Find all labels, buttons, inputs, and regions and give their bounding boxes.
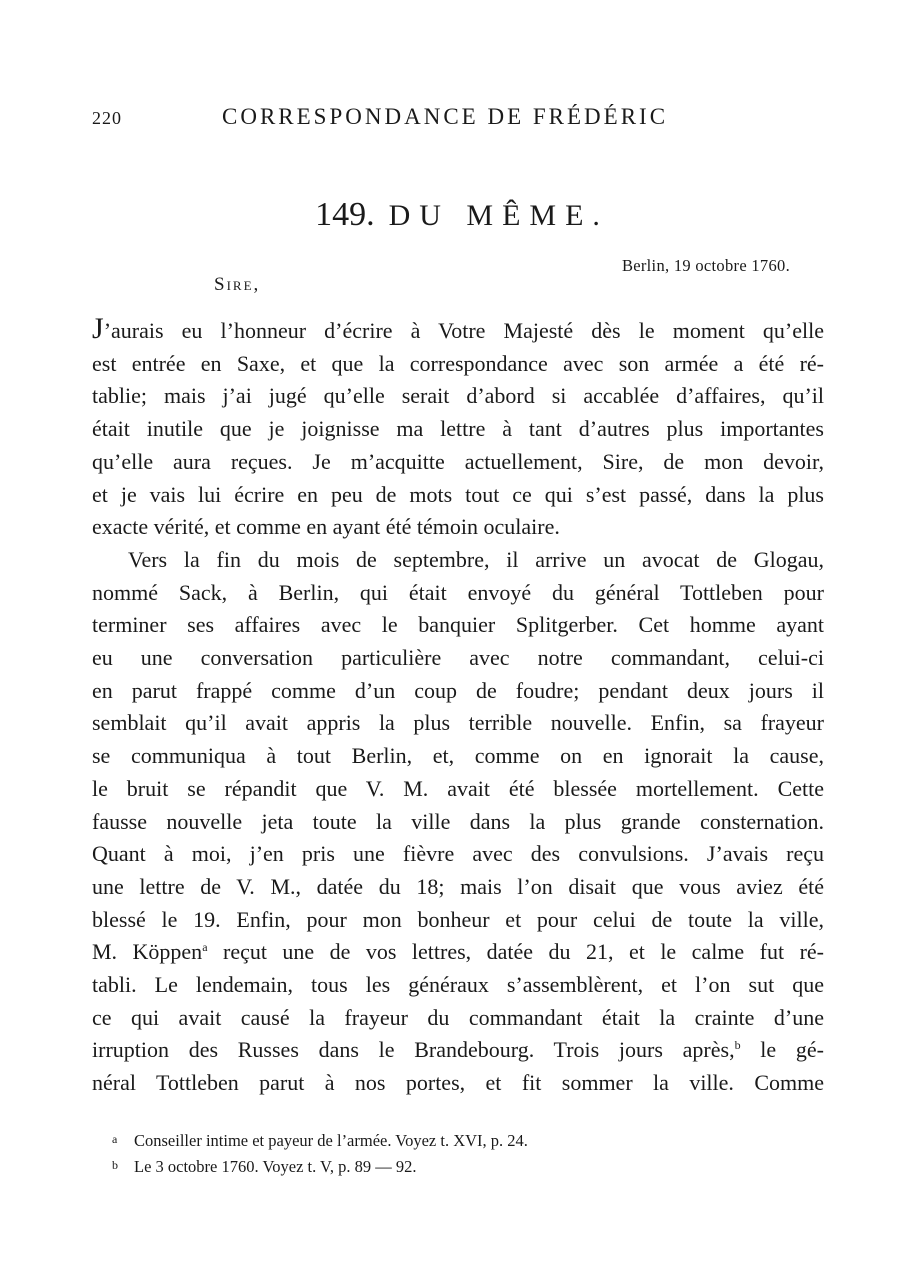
text-line: se communiqua à tout Berlin, et, comme on en ignorait la cause, <box>92 743 824 769</box>
paragraph-2 <box>92 544 824 1100</box>
text-line: fausse nouvelle jeta toute la ville dans la plus grande consternation. <box>92 808 824 834</box>
running-title: CORRESPONDANCE DE FRÉDÉRIC <box>222 104 669 129</box>
text-line: eu une conversation particulière avec notre commandant, celui-ci <box>92 645 824 671</box>
salutation: Sire, <box>214 274 261 295</box>
footnote-marker: a <box>112 1132 118 1146</box>
text-line: une lettre de V. M., datée du 18; mais l’on disait que vous aviez été <box>92 873 824 899</box>
text-line: exacte vérité, et comme en ayant été témoin oculaire. <box>92 514 560 540</box>
footnote-text: Le 3 octobre 1760. Voyez t. V, p. 89 — 92. <box>134 1157 417 1176</box>
page-number: 220 <box>92 108 122 128</box>
text-line: semblait qu’il avait appris la plus terrible nouvelle. Enfin, sa frayeur <box>92 710 824 736</box>
drop-cap: J <box>92 312 104 345</box>
text-line: ce qui avait causé la frayeur du commandant était la crainte d’une <box>92 1004 824 1030</box>
text-line: irruption des Russes dans le Brandebourg. Trois jours après,$^b$ le gé- <box>92 1037 824 1063</box>
footnote-text: Conseiller intime et payeur de l’armée. Voyez t. XVI, p. 24. <box>134 1131 528 1150</box>
text-line: tabli. Le lendemain, tous les généraux s’assemblèrent, et l’on sut que <box>92 972 824 998</box>
letter-title: DU MÊME. <box>388 199 609 232</box>
text-line: et je vais lui écrire en peu de mots tout ce qui s’est passé, dans la plus <box>92 481 824 507</box>
footnote-marker: b <box>112 1158 118 1172</box>
footnote-ref-a[interactable]: a <box>202 940 208 955</box>
running-head <box>92 104 692 134</box>
letter-heading <box>0 196 900 234</box>
footnote-ref-b[interactable]: b <box>734 1038 741 1053</box>
text-line: en parut frappé comme d’un coup de foudre; pendant deux jours il <box>92 677 824 703</box>
text-line: Quant à moi, j’en pris une fièvre avec des convulsions. J’avais reçu <box>92 841 824 867</box>
text-line: Vers la fin du mois de septembre, il arrive un avocat de Glogau, <box>128 546 824 572</box>
text-line: M. Köppen$^a$ reçut une de vos lettres, datée du 21, et le calme fut ré- <box>92 939 824 965</box>
text-line: néral Tottleben parut à nos portes, et fit sommer la ville. Comme <box>92 1070 824 1096</box>
text-line: est entrée en Saxe, et que la correspondance avec son armée a été ré- <box>92 350 824 376</box>
paragraph-1 <box>92 313 824 544</box>
text-line: blessé le 19. Enfin, pour mon bonheur et pour celui de toute la ville, <box>92 906 824 932</box>
text-line: terminer ses affaires avec le banquier Splitgerber. Cet homme ayant <box>92 612 824 638</box>
text-line: était inutile que je joignisse ma lettre à tant d’autres plus importantes <box>92 416 824 442</box>
text-line: nommé Sack, à Berlin, qui était envoyé du général Tottleben pour <box>92 579 824 605</box>
text-line: tablie; mais j’ai jugé qu’elle serait d’abord si accablée d’affaires, qu’il <box>92 383 824 409</box>
footnote-a <box>112 1127 528 1153</box>
footnotes <box>112 1127 528 1179</box>
letter-dateline: Berlin, 19 octobre 1760. <box>621 256 790 275</box>
text-line: le bruit se répandit que V. M. avait été blessée mortellement. Cette <box>92 775 824 801</box>
letter-body <box>92 313 824 1100</box>
footnote-b <box>112 1153 528 1179</box>
text-line: qu’elle aura reçues. Je m’acquitte actuellement, Sire, de mon devoir, <box>92 448 824 474</box>
text-line: J’aurais eu l’honneur d’écrire à Votre Majesté dès le moment qu’elle <box>92 312 824 345</box>
letter-number: 149. <box>315 196 375 233</box>
